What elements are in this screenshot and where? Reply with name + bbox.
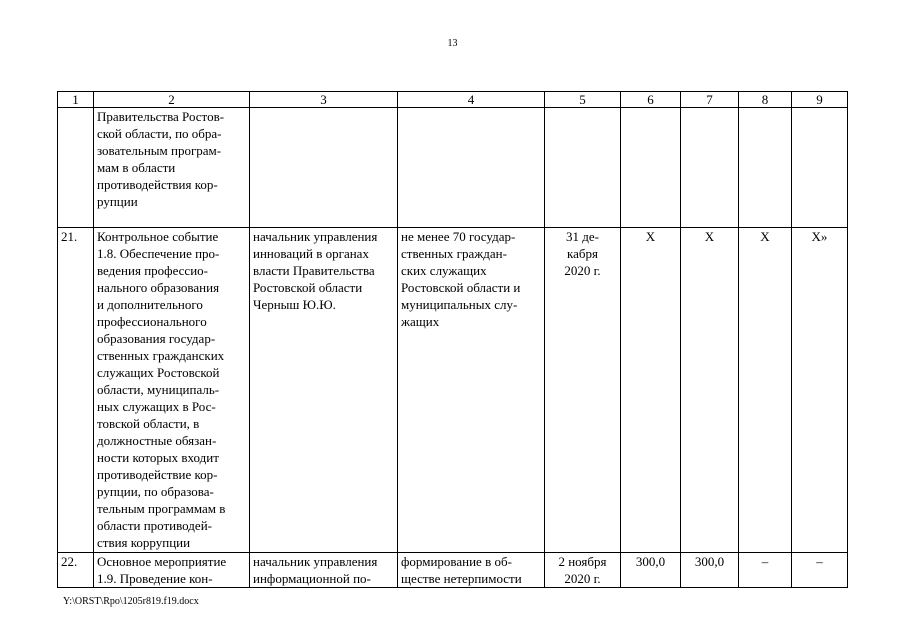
value-cell: X [739,228,792,553]
header-cell: 1 [58,92,94,108]
table-row [58,553,848,588]
value-cell: – [739,553,792,588]
activity-name-cell: Правительства Ростов- ской области, по обра- зовательным програм- мам в области противодействия кор- рупции [94,108,250,228]
value-cell [792,108,848,228]
value-cell [681,108,739,228]
value-cell: X [681,228,739,553]
value-cell: – [792,553,848,588]
expected-result-cell: не менее 70 государ- ственных граждан- ских служащих Ростовской области и муниципальных слу- жащих [398,228,545,553]
table-row [58,108,848,228]
table-row [58,228,848,553]
header-cell: 8 [739,92,792,108]
header-cell: 2 [94,92,250,108]
deadline-cell: 2 ноября 2020 г. [545,553,621,588]
header-cell: 6 [621,92,681,108]
activity-name-cell: Контрольное событие 1.8. Обеспечение про- ведения профессио- нального образования и дополнительного профессионального образования государ- ственных гражданских служащих Ростовской области, муниципаль- ных служащих в Рос- товской области, в должностные обязан- ности которых входит противодействие кор- рупции, по образова- тельным программам в области противодей- ствия коррупции [94,228,250,553]
deadline-cell [545,108,621,228]
footer-file-path: Y:\ORST\Rpo\1205r819.f19.docx [63,596,199,607]
table-header-row [58,92,848,108]
value-cell: X» [792,228,848,553]
activity-name-cell: Основное мероприятие 1.9. Проведение кон- [94,553,250,588]
row-number-cell [58,108,94,228]
header-cell: 5 [545,92,621,108]
responsible-cell [250,108,398,228]
deadline-cell: 31 де- кабря 2020 г. [545,228,621,553]
expected-result-cell: формирование в об- ществе нетерпимости [398,553,545,588]
row-number-cell: 21. [58,228,94,553]
value-cell [739,108,792,228]
expected-result-cell [398,108,545,228]
value-cell: 300,0 [681,553,739,588]
plan-table [57,91,848,588]
responsible-cell: начальник управления информационной по- [250,553,398,588]
header-cell: 7 [681,92,739,108]
row-number-cell: 22. [58,553,94,588]
header-cell: 4 [398,92,545,108]
value-cell: 300,0 [621,553,681,588]
value-cell: X [621,228,681,553]
header-cell: 9 [792,92,848,108]
responsible-cell: начальник управления инноваций в органах власти Правительства Ростовской области Черныш Ю.Ю. [250,228,398,553]
page-number: 13 [447,38,458,49]
header-cell: 3 [250,92,398,108]
value-cell [621,108,681,228]
